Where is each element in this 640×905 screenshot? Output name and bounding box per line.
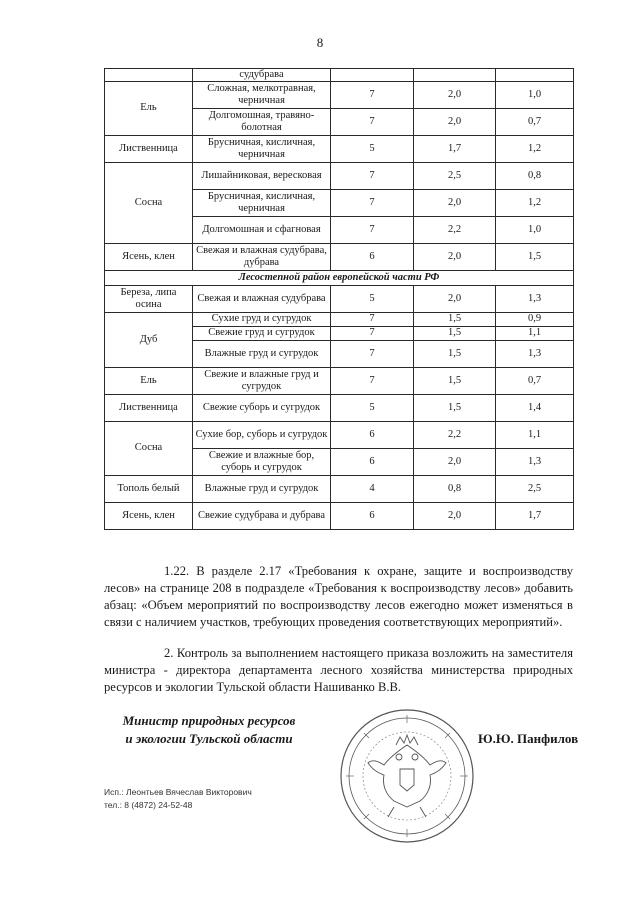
table-cell-forest-type: Влажные груд и сугрудок [193,340,331,367]
table-row [105,81,574,108]
table-cell-forest-type: Долгомошная и сфагновая [193,216,331,243]
table-cell-value-b: 1,5 [414,326,496,340]
table-cell-species: Ель [105,81,193,135]
table-cell-forest-type: Свежие судубрава и дубрава [193,502,331,529]
table-cell-value-b: 1,5 [414,340,496,367]
table-cell-species: Береза, липа осина [105,285,193,312]
table-cell-value-b: 1,5 [414,367,496,394]
table-cell-value-a: 5 [331,135,414,162]
table-cell-value-a [331,69,414,82]
table-cell-value-b: 2,5 [414,162,496,189]
table-cell-forest-type: Влажные груд и сугрудок [193,475,331,502]
table-cell-value-c [496,69,574,82]
table-row [105,312,574,326]
table-cell-value-b: 2,0 [414,285,496,312]
table-row [105,285,574,312]
table-cell-value-a: 7 [331,216,414,243]
table-cell-value-c: 0,7 [496,108,574,135]
table-cell-value-a: 5 [331,394,414,421]
table-cell-value-b: 0,8 [414,475,496,502]
table-cell-value-b: 2,2 [414,216,496,243]
table-cell-value-c: 1,0 [496,216,574,243]
table-cell-species: Лиственница [105,394,193,421]
table-cell-value-c: 1,3 [496,340,574,367]
table-row [105,367,574,394]
table-row [105,421,574,448]
table-cell-value-c: 1,0 [496,81,574,108]
table-cell-value-a: 7 [331,108,414,135]
table-section-row [105,270,574,285]
signer-title [104,712,314,748]
table-row [105,243,574,270]
table-cell-value-a: 6 [331,448,414,475]
table-cell-value-a: 7 [331,81,414,108]
table-cell-value-b: 1,5 [414,312,496,326]
table-cell-value-b: 1,5 [414,394,496,421]
table-cell-value-b: 1,7 [414,135,496,162]
table-cell-value-a: 6 [331,243,414,270]
table-cell-value-a: 6 [331,421,414,448]
table-row [105,135,574,162]
table-cell-species: Сосна [105,162,193,243]
table-cell-species: Сосна [105,421,193,475]
executor-contact [104,786,252,812]
table-cell-value-a: 7 [331,367,414,394]
table-cell-species: Ясень, клен [105,502,193,529]
page-number: 8 [316,35,324,50]
table-cell-value-c: 1,5 [496,243,574,270]
table-cell-value-c: 1,4 [496,394,574,421]
table-row [105,394,574,421]
table-cell-value-c: 1,2 [496,135,574,162]
table-cell-value-a: 4 [331,475,414,502]
table-cell-value-b: 2,0 [414,81,496,108]
table-cell-forest-type: Брусничная, кисличная, черничная [193,189,331,216]
table-cell-species: Тополь белый [105,475,193,502]
table-cell-value-c: 0,8 [496,162,574,189]
forest-regeneration-table [104,68,574,530]
paragraph-1-22: 1.22. В разделе 2.17 «Требования к охране, защите и воспроизводству лесов» на странице 208 в подразделе «Требования к воспроизводству лесов» добавить абзац: «Объем мероприятий по воспроизводству лесов ежегодно может изменяться в связи с наличием участков, требующих проведения соответствующих мероприятий». [104,564,573,629]
table-cell-value-a: 7 [331,340,414,367]
table-cell-species: Ясень, клен [105,243,193,270]
table-cell-forest-type: Брусничная, кисличная, черничная [193,135,331,162]
table-cell-species: Дуб [105,312,193,367]
table-cell-value-a: 7 [331,162,414,189]
table-cell-value-b: 2,0 [414,502,496,529]
table-cell-forest-type: Сухие груд и сугрудок [193,312,331,326]
table-cell-species: Лиственница [105,135,193,162]
table-cell-forest-type: Свежие суборь и сугрудок [193,394,331,421]
signer-title-line-2: и экологии Тульской области [125,731,293,746]
table-cell-value-c: 1,3 [496,448,574,475]
table-row [105,69,574,82]
executor-phone: тел.: 8 (4872) 24-52-48 [104,800,193,810]
table-cell-value-c: 0,7 [496,367,574,394]
table-cell-forest-type: Свежие груд и сугрудок [193,326,331,340]
table-cell-forest-type: Свежая и влажная судубрава, дубрава [193,243,331,270]
table-cell-species: Ель [105,367,193,394]
table-cell-value-a: 5 [331,285,414,312]
table-cell-forest-type: Сложная, мелкотравная, черничная [193,81,331,108]
table-cell-forest-type: Лишайниковая, вересковая [193,162,331,189]
table-cell-value-c: 2,5 [496,475,574,502]
table-cell-forest-type: судубрава [193,69,331,82]
table-cell-value-b [414,69,496,82]
table-cell-value-b: 2,0 [414,108,496,135]
table-cell-value-a: 6 [331,502,414,529]
table-cell-value-c: 0,9 [496,312,574,326]
table-cell-value-c: 1,3 [496,285,574,312]
table-cell-value-b: 2,0 [414,243,496,270]
table-cell-forest-type: Долгомошная, травяно-болотная [193,108,331,135]
table-cell-value-c: 1,7 [496,502,574,529]
table-cell-value-b: 2,2 [414,421,496,448]
table-cell-value-c: 1,1 [496,326,574,340]
signer-name: Ю.Ю. Панфилов [478,731,579,746]
table-cell-value-b: 2,0 [414,189,496,216]
table-cell-value-b: 2,0 [414,448,496,475]
official-seal-emblem [338,707,476,845]
table-row [105,502,574,529]
table-cell-species [105,69,193,82]
executor-name: Исп.: Леонтьев Вячеслав Викторович [104,787,252,797]
table-cell-forest-type: Свежие и влажные груд и сугрудок [193,367,331,394]
signer-title-line-1: Министр природных ресурсов [122,713,296,728]
table-cell-value-c: 1,2 [496,189,574,216]
table-cell-value-c: 1,1 [496,421,574,448]
table-cell-forest-type: Свежие и влажные бор, суборь и сугрудок [193,448,331,475]
table-cell-value-a: 7 [331,189,414,216]
table-cell-value-a: 7 [331,312,414,326]
table-cell-value-a: 7 [331,326,414,340]
table-row [105,475,574,502]
table-row [105,162,574,189]
table-section-heading: Лесостепной район европейской части РФ [105,270,574,285]
paragraph-2: 2. Контроль за выполнением настоящего приказа возложить на заместителя министра - директора департамента лесного хозяйства министерства природных ресурсов и экологии Тульской области Нашиванко В.В. [104,646,573,694]
table-cell-forest-type: Свежая и влажная судубрава [193,285,331,312]
table-cell-forest-type: Сухие бор, суборь и сугрудок [193,421,331,448]
